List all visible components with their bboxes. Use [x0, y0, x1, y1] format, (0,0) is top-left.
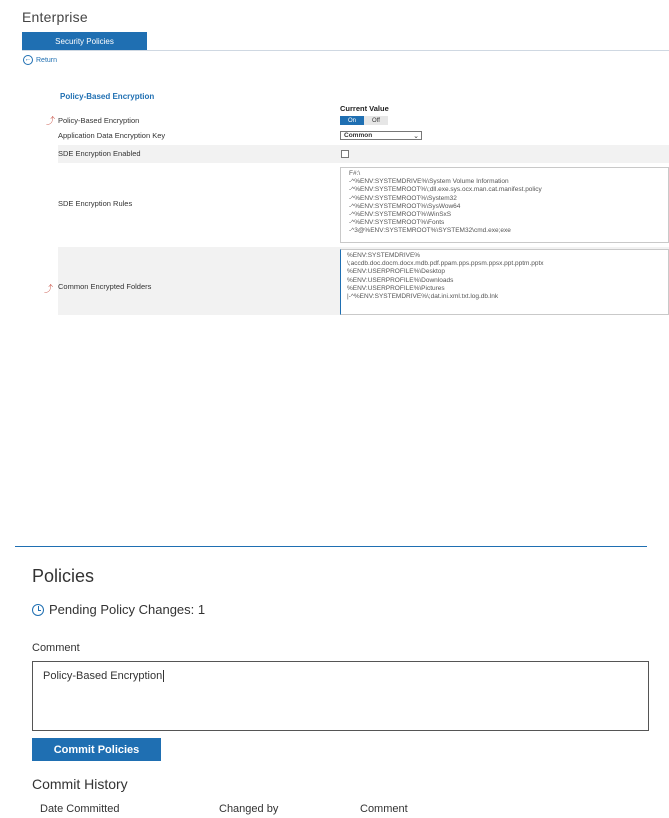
- commit-history-title: Commit History: [32, 776, 128, 792]
- encryption-key-select[interactable]: [340, 131, 422, 140]
- section-title: Policy-Based Encryption: [60, 92, 155, 101]
- select-value: Common: [344, 132, 373, 139]
- sde-enabled-label: SDE Encryption Enabled: [58, 149, 141, 158]
- key-label: Application Data Encryption Key: [58, 131, 166, 140]
- tab-security-policies[interactable]: Security Policies: [22, 32, 147, 51]
- sde-rules-label: SDE Encryption Rules: [58, 199, 133, 208]
- column-header-comment[interactable]: Comment: [360, 803, 408, 815]
- return-arrow-icon: ←: [24, 56, 32, 63]
- pending-changes[interactable]: [32, 602, 205, 617]
- policies-panel: [0, 530, 669, 818]
- divider: [15, 546, 647, 547]
- column-header-changed-by[interactable]: Changed by: [219, 803, 279, 815]
- sde-enabled-checkbox[interactable]: [341, 150, 349, 158]
- column-header-date[interactable]: Date Committed: [40, 803, 120, 815]
- page-title: Enterprise: [22, 9, 88, 25]
- toggle-off[interactable]: Off: [364, 116, 388, 125]
- folders-label: Common Encrypted Folders: [58, 282, 152, 291]
- sde-rules-textarea[interactable]: F#:\ -^%ENV:SYSTEMDRIVE%\System Volume Information -^%ENV:SYSTEMROOT%\;dll.exe.sys.ocx.man.cat.manifest.policy -^%ENV:SYSTEMROOT%\System32 -^%ENV:SYSTEMROOT%\SysWow64 -^%ENV:SYSTEMROOT%\WinSxS -^%ENV:SYSTEMROOT%\Fonts -^3@%ENV:SYSTEMROOT%\SYSTEM32\cmd.exe;exe: [340, 167, 669, 243]
- comment-textarea[interactable]: [32, 661, 649, 731]
- toggle-on[interactable]: On: [340, 116, 364, 125]
- pbe-toggle[interactable]: [340, 116, 388, 125]
- modified-marker-icon: ⤴: [44, 284, 54, 294]
- comment-label: Comment: [32, 642, 80, 654]
- current-value-header: Current Value: [340, 104, 389, 113]
- pending-text: Pending Policy Changes: 1: [49, 602, 206, 617]
- return-link[interactable]: [23, 55, 57, 65]
- modified-marker-icon: ⤴: [46, 116, 56, 126]
- comment-value: Policy-Based Encryption: [43, 670, 163, 682]
- pbe-label: Policy-Based Encryption: [58, 116, 140, 125]
- clock-icon: [32, 604, 44, 616]
- return-label: Return: [36, 56, 58, 64]
- tab-divider: [22, 50, 669, 51]
- policies-title: Policies: [32, 566, 95, 586]
- commit-policies-button[interactable]: Commit Policies: [32, 738, 161, 761]
- enterprise-panel: [0, 0, 669, 318]
- chevron-down-icon: ⌄: [413, 132, 419, 140]
- folders-textarea[interactable]: %ENV:SYSTEMDRIVE% \;accdb.doc.docm.docx.mdb.pdf.ppam.pps.ppsm.ppsx.ppt.pptm.pptx %ENV:USERPROFILE%\Desktop %ENV:USERPROFILE%\Downloads %ENV:USERPROFILE%\Pictures |-^%ENV:SYSTEMDRIVE%\;dat.ini.xml.txt.log.db.lnk: [340, 249, 669, 315]
- policy-row-sde-enabled: [58, 145, 669, 163]
